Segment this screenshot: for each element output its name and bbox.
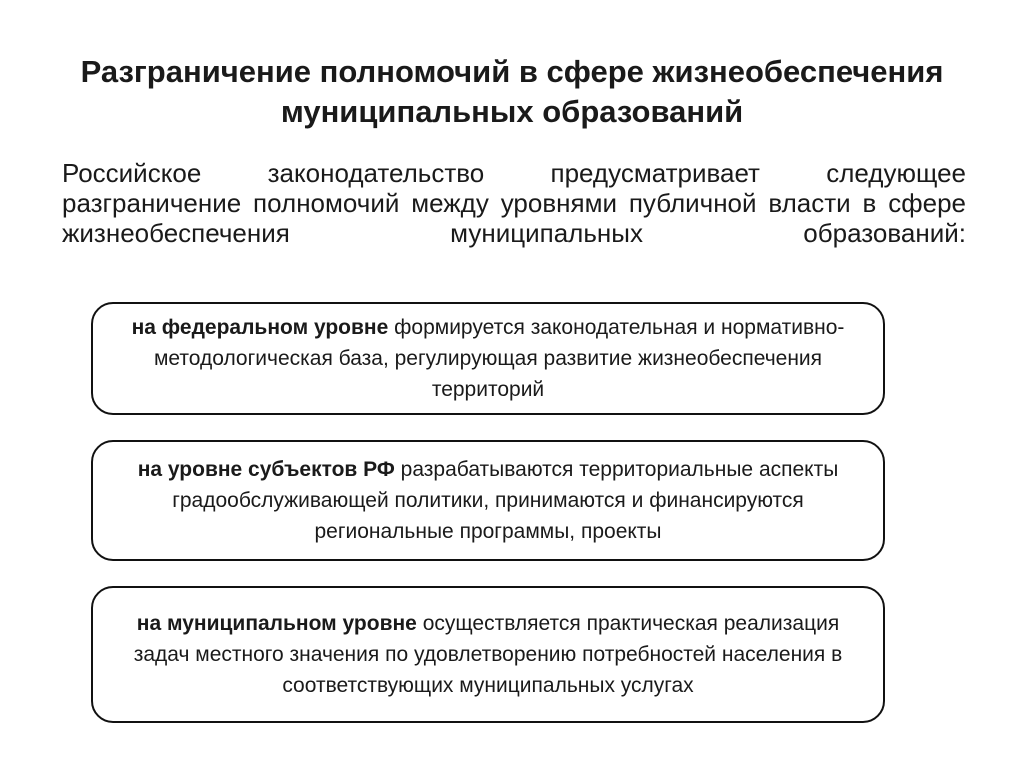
- municipal-level-description: осуществляется практическая реализация задач местного значения по удовлетворению потребностей населения в соответствующих муниципальных услугах: [133, 612, 843, 697]
- intro-paragraph: Российское законодательство предусматривает следующее разграничение полномочий между уровнями публичной власти в сфере жизнеобеспечения муниципальных образований:: [62, 158, 966, 248]
- federal-level-term: на федеральном уровне: [131, 316, 389, 339]
- regional-level-text: [119, 454, 857, 547]
- federal-level-text: [119, 312, 857, 405]
- regional-level-description: разрабатываются территориальные аспекты градообслуживающей политики, принимаются и финансируются региональные программы, проекты: [172, 458, 839, 543]
- municipal-level-box: [91, 586, 885, 723]
- regional-level-term: на уровне субъектов РФ: [137, 458, 395, 481]
- federal-level-box: [91, 302, 885, 415]
- municipal-level-term: на муниципальном уровне: [136, 612, 417, 635]
- municipal-level-text: [119, 608, 857, 701]
- regional-level-box: [91, 440, 885, 561]
- slide-title: Разграничение полномочий в сфере жизнеобеспечения муниципальных образований: [80, 54, 944, 129]
- federal-level-description: формируется законодательная и нормативно-методологическая база, регулирующая развитие жизнеобеспечения территорий: [153, 316, 845, 401]
